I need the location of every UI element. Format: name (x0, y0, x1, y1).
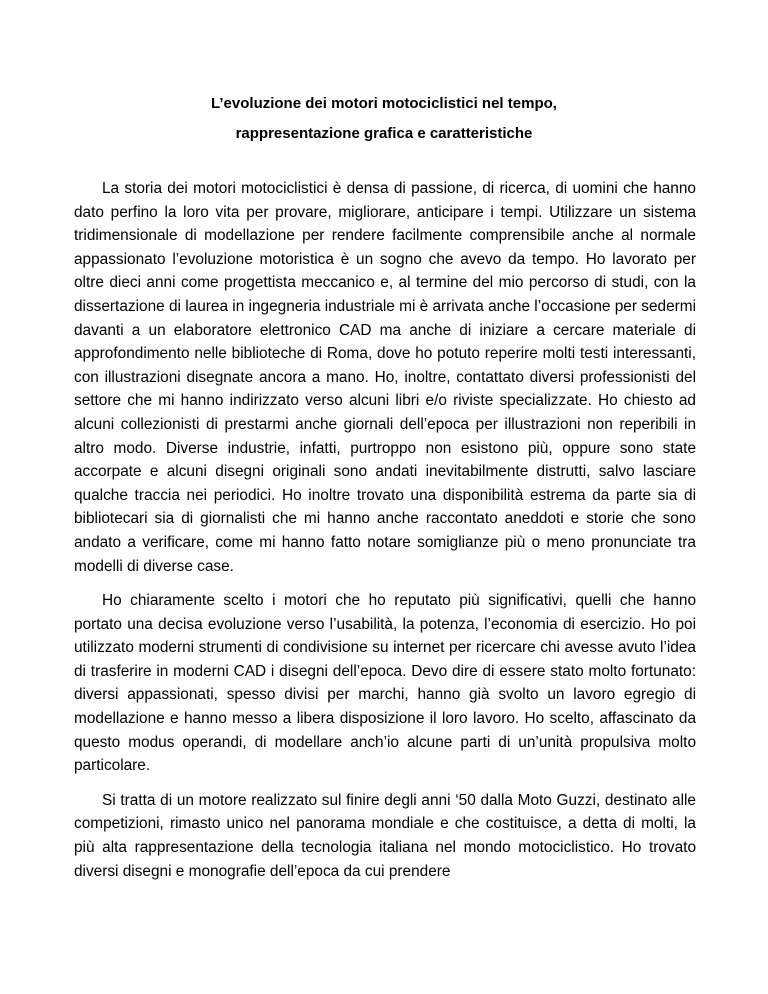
title-line-2: rappresentazione grafica e caratteristiche (235, 125, 533, 142)
document-body (74, 177, 696, 894)
paragraph-3: Si tratta di un motore realizzato sul finire degli anni ‘50 dalla Moto Guzzi, destinato alle competizioni, rimasto unico nel panorama mondiale e che costituisce, a detta di molti, la più alta rappresentazione della tecnologia italiana nel mondo motociclistico. Ho trovato diversi disegni e monografie dell’epoca da cui prendere (74, 791, 696, 880)
paragraph-1: La storia dei motori motociclistici è densa di passione, di ricerca, di uomini che hanno dato perfino la loro vita per provare, migliorare, anticipare i tempi. Utilizzare un sistema tridimensionale di modellazione per rendere facilmente comprensibile anche al normale appassionato l’evoluzione motoristica è un sogno che avevo da tempo. Ho lavorato per oltre dieci anni come progettista meccanico e, al termine del mio percorso di studi, con la dissertazione di laurea in ingegneria industriale mi è arrivata anche l’occasione per sedermi davanti a un elaboratore elettronico CAD ma anche di iniziare a cercare materiale di approfondimento nelle biblioteche di Roma, dove ho potuto reperire molti testi interessanti, con illustrazioni disegnate ancora a mano. Ho, inoltre, contattato diversi professionisti del settore che mi hanno indirizzato verso alcuni libri e/o riviste specializzate. Ho chiesto ad alcuni collezionisti di prestarmi anche giornali dell’epoca per illustrazioni non reperibili in altro modo. Diverse industrie, infatti, purtroppo non esistono più, oppure sono state accorpate e alcuni disegni originali sono andati inevitabilmente distrutti, salvo lasciare qualche traccia nei periodici. Ho inoltre trovato una disponibilità estrema da parte sia di bibliotecari sia di giornalisti che mi hanno anche raccontato aneddoti e storie che sono andato a verificare, come mi hanno fatto notare somiglianze più o meno pronunciate tra modelli di diverse case. (74, 180, 696, 575)
document-title (0, 89, 768, 149)
paragraph-2: Ho chiaramente scelto i motori che ho reputato più significativi, quelli che hanno portato una decisa evoluzione verso l’usabilità, la potenza, l’economia di esercizio. Ho poi utilizzato moderni strumenti di condivisione su internet per ricercare chi avesse avuto l’idea di trasferire in moderni CAD i disegni dell’epoca. Devo dire di essere stato molto fortunato: diversi appassionati, spesso divisi per marchi, hanno già svolto un lavoro egregio di modellazione e hanno messo a libera disposizione il loro lavoro. Ho scelto, affascinato da questo modus operandi, di modellare anch’io alcune parti di un’unità propulsiva molto particolare. (74, 592, 696, 775)
title-line-1: L’evoluzione dei motori motociclistici nel tempo, (211, 95, 557, 112)
